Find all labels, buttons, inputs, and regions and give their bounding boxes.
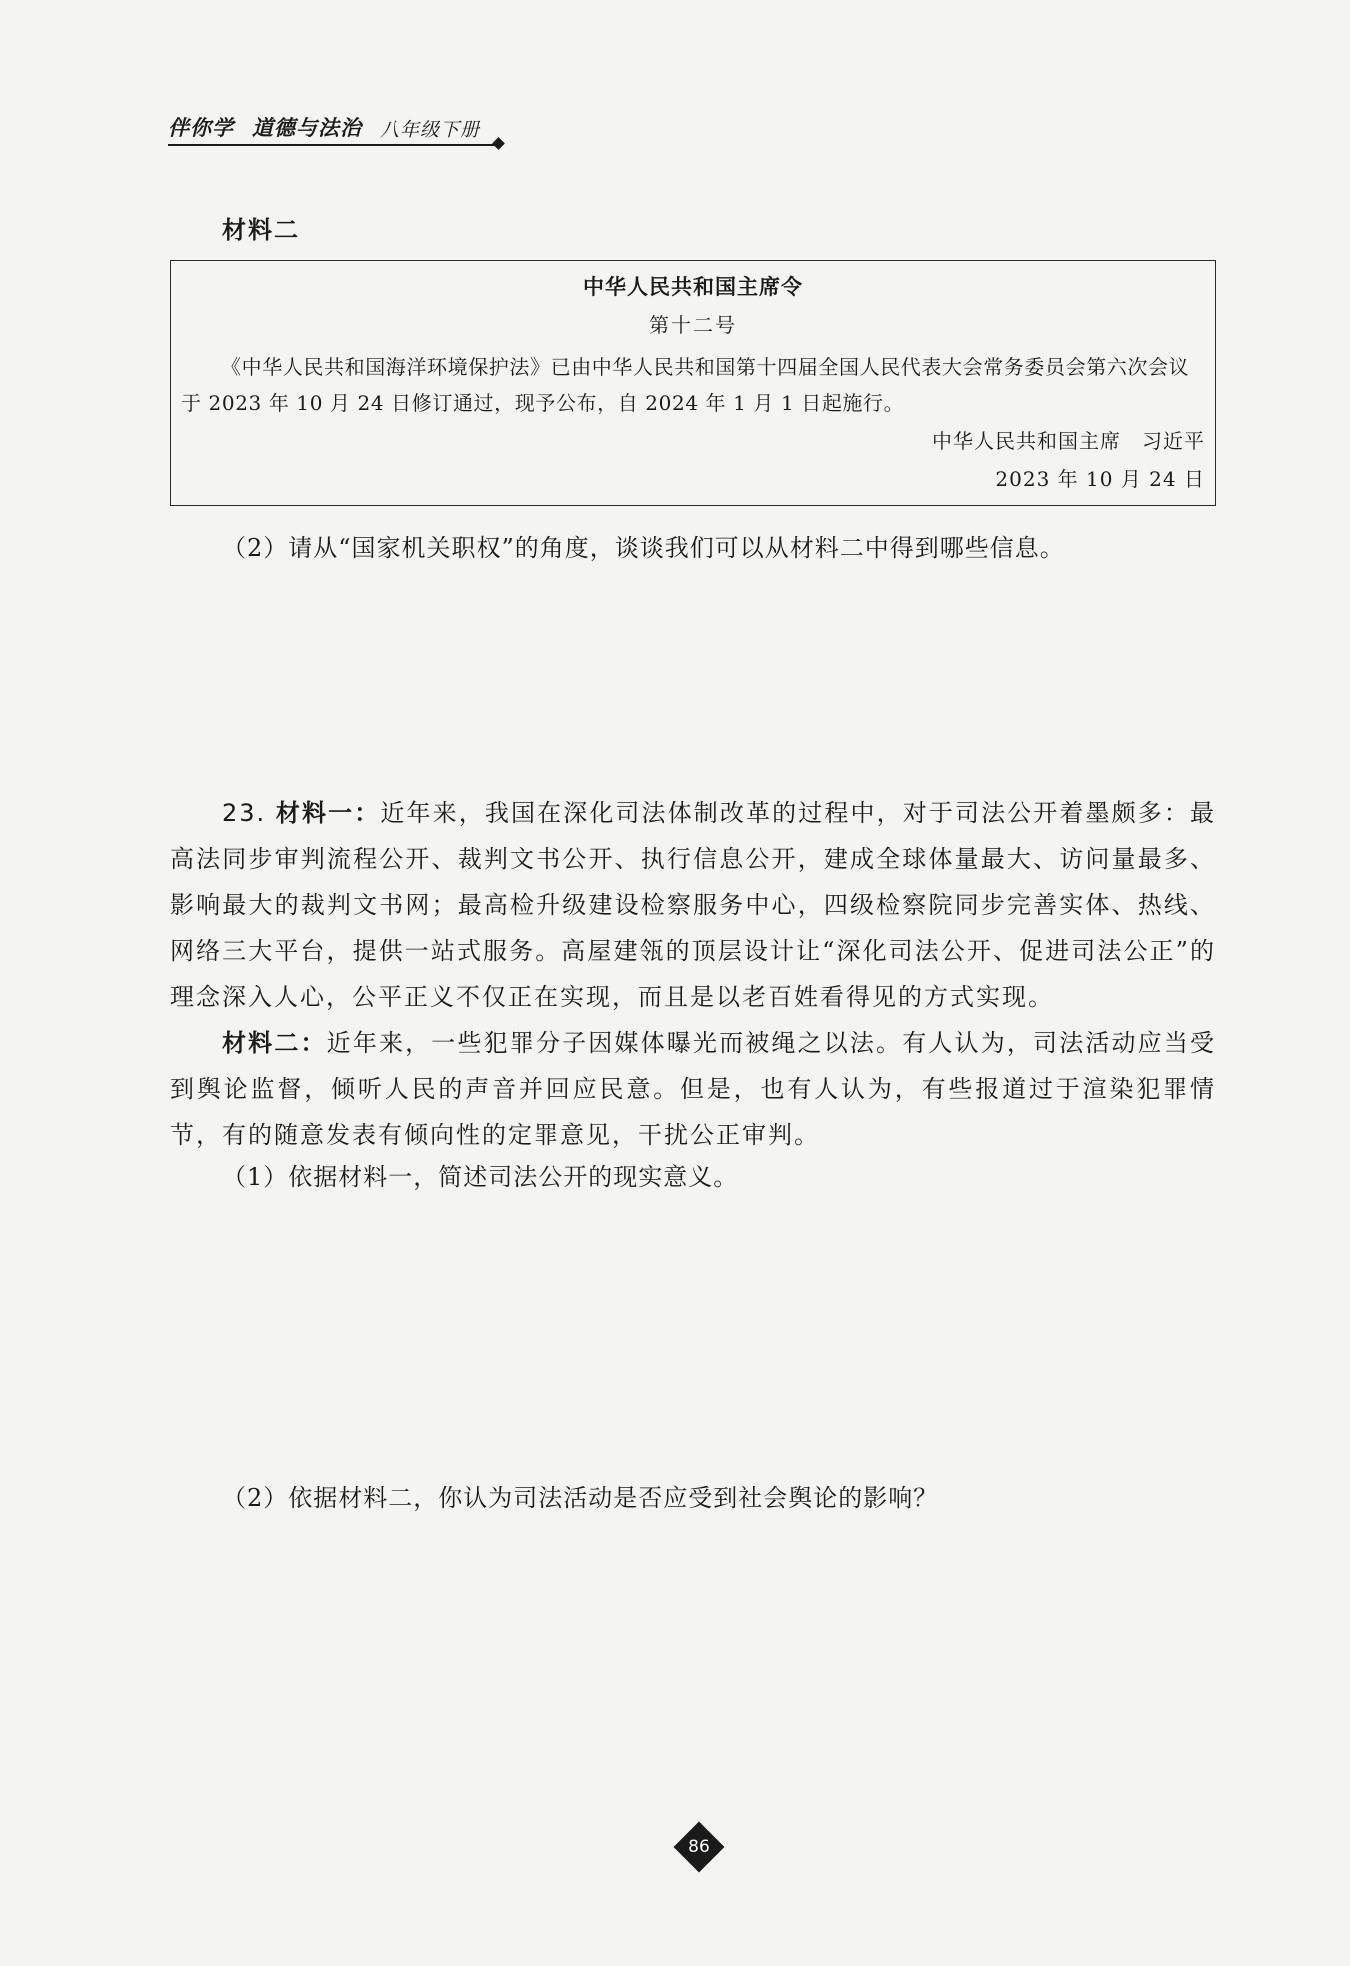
- material-2-lead: 材料二：: [222, 1029, 327, 1057]
- question-23-material-2: [170, 1020, 1216, 1158]
- question-23-material-1: [170, 790, 1216, 1020]
- header-diamond-icon: [492, 137, 505, 150]
- header-rule: [168, 144, 498, 146]
- decree-body: 《中华人民共和国海洋环境保护法》已由中华人民共和国第十四届全国人民代表大会常务委员会第六次会议于 2023 年 10 月 24 日修订通过，现予公布，自 2024 年 1 月 1 日起施行。: [181, 355, 1190, 415]
- book-series-title: 伴你学: [168, 116, 234, 140]
- material-2-text: 近年来，一些犯罪分子因媒体曝光而被绳之以法。有人认为，司法活动应当受到舆论监督，倾听人民的声音并回应民意。但是，也有人认为，有些报道过于渲染犯罪情节，有的随意发表有倾向性的定罪意见，干扰公正审判。: [170, 1029, 1217, 1149]
- decree-title: 中华人民共和国主席令: [583, 275, 803, 299]
- question-23-2: （2）依据材料二，你认为司法活动是否应受到社会舆论的影响？: [222, 1484, 939, 1512]
- page-header: [168, 112, 480, 142]
- material-1-label: 材料一：: [275, 799, 381, 827]
- material-2-label: 材料二: [222, 216, 300, 244]
- decree-signer: 中华人民共和国主席 习近平: [932, 429, 1205, 453]
- grade-label: 八年级下册: [380, 119, 481, 141]
- material-1-text: 近年来，我国在深化司法体制改革的过程中，对于司法公开着墨颇多：最高法同步审判流程公开、裁判文书公开、执行信息公开，建成全球体量最大、访问量最多、影响最大的裁判文书网；最高检升级建设检察服务中心，四级检察院同步完善实体、热线、网络三大平台，提供一站式服务。高屋建瓴的顶层设计让“深化司法公开、促进司法公正”的理念深入人心，公平正义不仅正在实现，而且是以老百姓看得见的方式实现。: [170, 799, 1216, 1011]
- decree-number: 第十二号: [649, 313, 737, 337]
- subject-title: 道德与法治: [252, 116, 362, 140]
- page-number: 86: [688, 1837, 710, 1857]
- page-number-badge: [674, 1822, 724, 1872]
- decree-date: 2023 年 10 月 24 日: [995, 467, 1205, 491]
- question-22-2: （2）请从“国家机关职权”的角度，谈谈我们可以从材料二中得到哪些信息。: [222, 534, 1065, 562]
- question-number: 23.: [222, 799, 267, 827]
- question-23-1: （1）依据材料一，简述司法公开的现实意义。: [222, 1163, 739, 1191]
- decree-box: [170, 260, 1216, 506]
